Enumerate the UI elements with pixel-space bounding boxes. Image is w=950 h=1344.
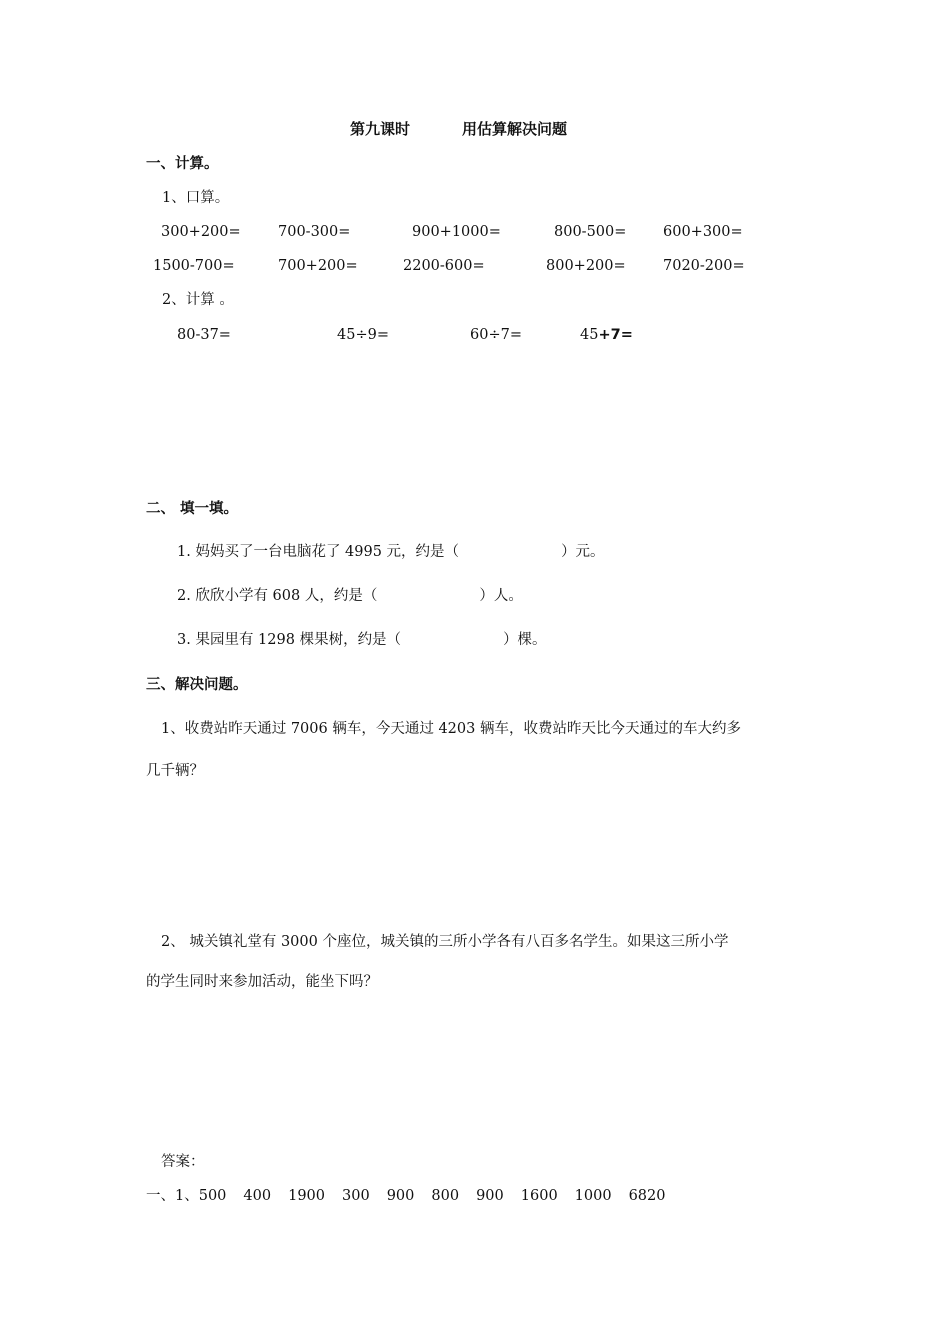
answer-value: 1000 <box>574 1188 612 1204</box>
answers-line1-prefix: 一、1、 <box>146 1188 199 1204</box>
calc-3: 60÷7= <box>470 327 522 343</box>
oral-calc-6: 1500-700= <box>153 258 235 274</box>
calc-4 <box>580 328 633 343</box>
answer-value: 1600 <box>520 1188 558 1204</box>
answer-value: 6820 <box>628 1188 666 1204</box>
title-lesson: 第九课时 <box>350 120 411 138</box>
answer-value: 500 <box>198 1188 227 1204</box>
oral-calc-1: 300+200= <box>161 224 241 240</box>
oral-calc-10: 7020-200= <box>663 258 745 274</box>
answer-value: 900 <box>476 1188 504 1204</box>
section1-sub2: 2、计算 。 <box>162 292 234 308</box>
fill-item-1-unit: ）元。 <box>561 544 605 560</box>
fill-item-2-unit: ）人。 <box>479 588 523 604</box>
fill-item-1-text: 1. 妈妈买了一台电脑花了 4995 元，约是（ <box>177 544 460 560</box>
answers-label: 答案： <box>161 1154 205 1170</box>
title-topic: 用估算解决问题 <box>462 120 568 138</box>
oral-calc-5: 600+300= <box>663 224 743 240</box>
oral-calc-3: 900+1000= <box>412 224 501 240</box>
fill-item-2 <box>177 589 523 604</box>
problem-1-line2: 几千辆？ <box>146 763 204 779</box>
oral-calc-9: 800+200= <box>546 258 626 274</box>
fill-item-3-unit: ）棵。 <box>503 632 547 648</box>
answer-value: 1900 <box>288 1188 326 1204</box>
calc-1: 80-37= <box>177 327 231 343</box>
problem-2-line1: 2、 城关镇礼堂有 3000 个座位，城关镇的三所小学各有八百多名学生。如果这三所小学 <box>161 934 729 950</box>
answers-line1 <box>146 1189 665 1204</box>
oral-calc-8: 2200-600= <box>403 258 485 274</box>
answer-value: 900 <box>386 1188 415 1204</box>
answer-value: 300 <box>342 1188 370 1204</box>
section1-sub1: 1、口算。 <box>162 190 230 206</box>
fill-item-1 <box>177 545 605 560</box>
fill-item-3 <box>177 633 547 648</box>
section1-heading: 一、计算。 <box>146 156 219 172</box>
calc-2: 45÷9= <box>337 327 389 343</box>
section3-heading: 三、解决问题。 <box>146 677 248 693</box>
oral-calc-4: 800-500= <box>554 224 627 240</box>
problem-1-line1: 1、收费站昨天通过 7006 辆车，今天通过 4203 辆车，收费站昨天比今天通过的车大约多 <box>161 721 741 737</box>
oral-calc-2: 700-300= <box>278 224 351 240</box>
calc-4-operator: +7= <box>598 327 633 343</box>
answer-value: 400 <box>243 1188 272 1204</box>
answer-value: 800 <box>431 1188 460 1204</box>
oral-calc-7: 700+200= <box>278 258 358 274</box>
fill-item-2-text: 2. 欣欣小学有 608 人，约是（ <box>177 588 378 604</box>
calc-4-number: 45 <box>580 327 599 343</box>
fill-item-3-text: 3. 果园里有 1298 棵果树，约是（ <box>177 632 402 648</box>
problem-2-line2: 的学生同时来参加活动，能坐下吗？ <box>146 974 378 990</box>
section2-heading: 二、 填一填。 <box>146 501 239 517</box>
page-title <box>350 122 567 137</box>
